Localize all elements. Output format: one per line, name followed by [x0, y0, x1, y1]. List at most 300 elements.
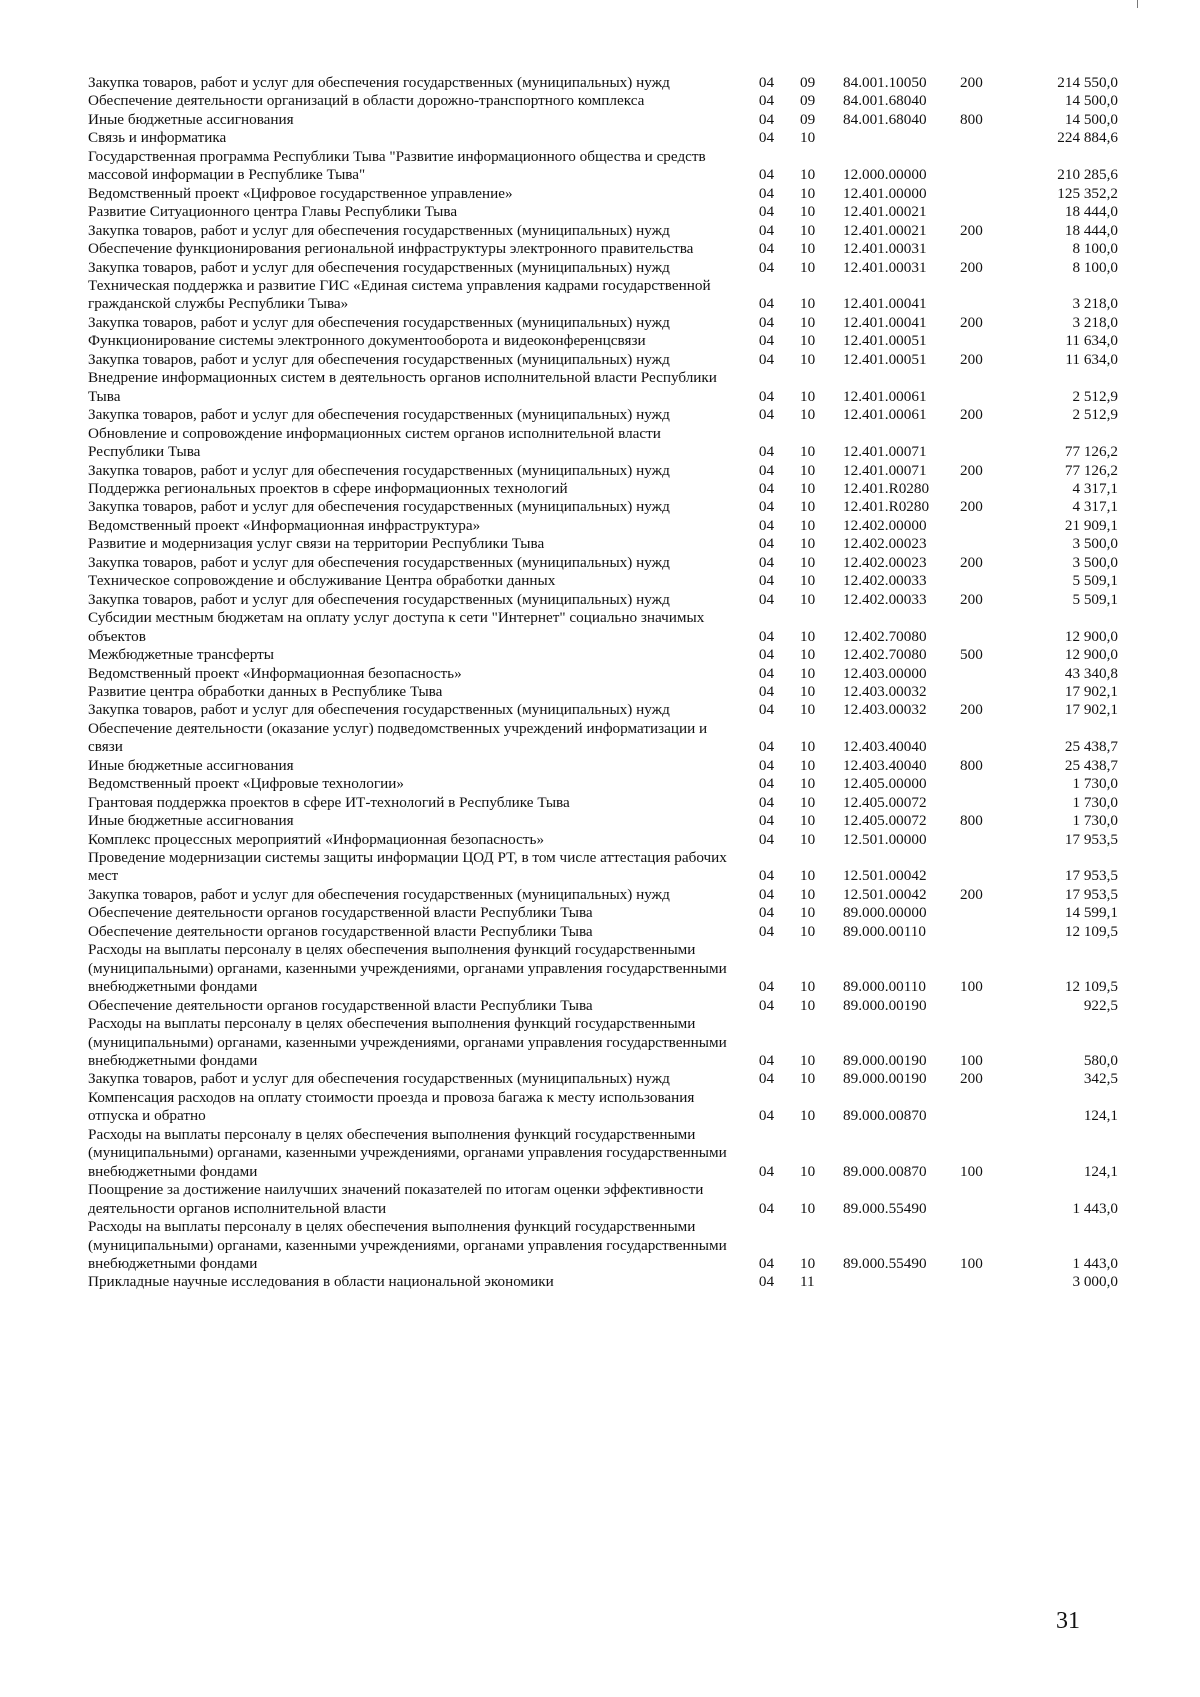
table-row: [88, 904, 1118, 922]
section-code: 04: [758, 443, 775, 461]
expense-type-code: 200: [960, 350, 983, 368]
target-article-code: 89.000.00190: [843, 1070, 927, 1088]
amount: 1 730,0: [1072, 812, 1118, 830]
subsection-code: 10: [800, 756, 816, 774]
target-article-code: 12.401.00061: [843, 406, 927, 424]
row-name: Ведомственный проект «Цифровое государственное управление»: [88, 184, 513, 202]
row-name: Расходы на выплаты персоналу в целях обеспечения выполнения функций государственными (муниципальными) органами, казенными учреждениями, органами управления государственными внебюджетными фондами: [88, 1125, 727, 1180]
expense-type-code: 200: [960, 221, 983, 239]
target-article-code: 12.402.70080: [843, 646, 927, 664]
row-name: Внедрение информационных систем в деятельность органов исполнительной власти Республики Тыва: [88, 369, 717, 405]
target-article-code: 84.001.10050: [843, 74, 927, 91]
amount: 18 444,0: [1064, 203, 1118, 221]
target-article-code: [843, 1273, 960, 1291]
expense-type-code: 200: [960, 885, 983, 903]
subsection-code: 10: [800, 793, 816, 811]
table-row: [88, 720, 1118, 757]
expense-type-code: [960, 1181, 1029, 1218]
table-row: [88, 369, 1118, 406]
expense-type-code: [960, 240, 1029, 258]
row-name: Иные бюджетные ассигнования: [88, 756, 294, 774]
expense-type-code: 200: [960, 74, 983, 91]
target-article-code: 84.001.68040: [843, 92, 927, 110]
section-code: 04: [758, 516, 775, 534]
section-code: 04: [758, 867, 775, 885]
amount: 12 900,0: [1064, 627, 1118, 645]
section-code: 04: [758, 553, 775, 571]
table-row: [88, 148, 1118, 185]
target-article-code: 89.000.00110: [843, 978, 926, 996]
section-code: 04: [758, 110, 775, 128]
section-code: 04: [758, 646, 775, 664]
subsection-code: 09: [800, 74, 816, 91]
expense-type-code: [960, 794, 1029, 812]
subsection-code: 10: [800, 738, 816, 756]
section-code: 04: [758, 682, 775, 700]
table-row: [88, 554, 1118, 572]
section-code: 04: [758, 461, 775, 479]
subsection-code: 10: [800, 258, 816, 276]
table-row: [88, 185, 1118, 203]
row-name: Развитие и модернизация услуг связи на территории Республики Тыва: [88, 535, 545, 553]
row-name: Техническая поддержка и развитие ГИС «Единая система управления кадрами государственной гражданской службы Республики Тыва»: [88, 276, 711, 313]
table-row: [88, 517, 1118, 535]
expense-type-code: [960, 425, 1029, 462]
target-article-code: 12.401.00041: [843, 313, 927, 331]
row-name: Закупка товаров, работ и услуг для обеспечения государственных (муниципальных) нужд: [88, 461, 670, 479]
subsection-code: 10: [800, 922, 816, 940]
target-article-code: 12.401.R0280: [843, 479, 930, 497]
table-row: [88, 812, 1118, 830]
amount: 17 902,1: [1064, 701, 1118, 719]
table-row: [88, 701, 1118, 719]
amount: 25 438,7: [1064, 738, 1118, 756]
amount: 214 550,0: [1057, 74, 1118, 91]
section-code: 04: [758, 332, 775, 350]
amount: 77 126,2: [1064, 443, 1118, 461]
section-code: 04: [758, 812, 775, 830]
table-row: [88, 1181, 1118, 1218]
section-code: 04: [758, 92, 775, 110]
target-article-code: 12.401.00071: [843, 461, 927, 479]
amount: 43 340,8: [1064, 664, 1118, 682]
target-article-code: 12.401.00021: [843, 203, 927, 221]
section-code: 04: [758, 572, 775, 590]
section-code: 04: [758, 1199, 775, 1217]
row-name: Иные бюджетные ассигнования: [88, 110, 294, 128]
row-name: Обновление и сопровождение информационных систем органов исполнительной власти Республики Тыва: [88, 424, 661, 461]
target-article-code: 12.405.00000: [843, 775, 927, 793]
row-name: Закупка товаров, работ и услуг для обеспечения государственных (муниципальных) нужд: [88, 406, 670, 424]
table-row: [88, 351, 1118, 369]
table-row: [88, 609, 1118, 646]
expense-type-code: [960, 609, 1029, 646]
row-name: Обеспечение деятельности органов государственной власти Республики Тыва: [88, 922, 593, 940]
amount: 125 352,2: [1057, 184, 1118, 202]
row-name: Прикладные научные исследования в области национальной экономики: [88, 1273, 554, 1291]
target-article-code: 12.401.00031: [843, 258, 927, 276]
expense-type-code: [960, 683, 1029, 701]
amount: 8 100,0: [1072, 240, 1118, 258]
table-row: [88, 757, 1118, 775]
expense-type-code: 100: [960, 978, 983, 996]
target-article-code: 89.000.55490: [843, 1199, 927, 1217]
row-name: Закупка товаров, работ и услуг для обеспечения государственных (муниципальных) нужд: [88, 1070, 670, 1088]
table-row: [88, 591, 1118, 609]
target-article-code: 84.001.68040: [843, 110, 927, 128]
table-row: [88, 775, 1118, 793]
amount: 3 000,0: [1072, 1273, 1118, 1291]
expense-type-code: [960, 1089, 1029, 1126]
subsection-code: 09: [800, 92, 816, 110]
table-row: [88, 1015, 1118, 1070]
target-article-code: 89.000.00000: [843, 904, 927, 922]
subsection-code: 10: [800, 553, 816, 571]
table-row: [88, 259, 1118, 277]
subsection-code: 10: [800, 443, 816, 461]
table-row: [88, 665, 1118, 683]
subsection-code: 10: [800, 166, 816, 184]
row-name: Закупка товаров, работ и услуг для обеспечения государственных (муниципальных) нужд: [88, 885, 670, 903]
section-code: 04: [758, 1052, 775, 1070]
subsection-code: 11: [800, 1273, 815, 1291]
table-row: [88, 111, 1118, 129]
amount: 14 500,0: [1064, 92, 1118, 110]
table-row: [88, 129, 1118, 147]
target-article-code: 12.403.40040: [843, 756, 927, 774]
amount: 18 444,0: [1064, 221, 1118, 239]
table-row: [88, 222, 1118, 240]
section-code: 04: [758, 479, 775, 497]
section-code: 04: [758, 922, 775, 940]
section-code: 04: [758, 240, 775, 258]
subsection-code: 10: [800, 978, 816, 996]
row-name: Закупка товаров, работ и услуг для обеспечения государственных (муниципальных) нужд: [88, 553, 670, 571]
subsection-code: 10: [800, 590, 816, 608]
expense-type-code: [960, 185, 1029, 203]
expense-type-code: 800: [960, 812, 983, 830]
page-number: 31: [1056, 1608, 1080, 1634]
subsection-code: 10: [800, 129, 816, 147]
amount: 210 285,6: [1057, 166, 1118, 184]
expense-type-code: 100: [960, 1255, 983, 1272]
row-name: Закупка товаров, работ и услуг для обеспечения государственных (муниципальных) нужд: [88, 590, 670, 608]
target-article-code: 89.000.00190: [843, 1052, 927, 1070]
table-row: [88, 74, 1118, 92]
section-code: 04: [758, 830, 775, 848]
expense-type-code: 200: [960, 1070, 983, 1088]
section-code: 04: [758, 793, 775, 811]
expense-type-code: 100: [960, 1162, 983, 1180]
subsection-code: 10: [800, 295, 816, 313]
table-row: [88, 498, 1118, 516]
row-name: Ведомственный проект «Информационная инфраструктура»: [88, 516, 481, 534]
expense-type-code: 200: [960, 590, 983, 608]
row-name: Закупка товаров, работ и услуг для обеспечения государственных (муниципальных) нужд: [88, 74, 670, 91]
section-code: 04: [758, 775, 775, 793]
subsection-code: 10: [800, 885, 816, 903]
target-article-code: 12.501.00042: [843, 885, 927, 903]
amount: 8 100,0: [1072, 258, 1118, 276]
target-article-code: 12.401.00061: [843, 387, 927, 405]
amount: 25 438,7: [1064, 756, 1118, 774]
subsection-code: 10: [800, 664, 816, 682]
table-row: [88, 646, 1118, 664]
target-article-code: 12.402.00000: [843, 516, 927, 534]
subsection-code: 10: [800, 1199, 816, 1217]
amount: 14 599,1: [1064, 904, 1118, 922]
subsection-code: 10: [800, 461, 816, 479]
amount: 21 909,1: [1064, 516, 1118, 534]
table-row: [88, 203, 1118, 221]
amount: 12 900,0: [1064, 646, 1118, 664]
row-name: Развитие Ситуационного центра Главы Республики Тыва: [88, 203, 458, 221]
target-article-code: 12.401.00041: [843, 295, 927, 313]
subsection-code: 10: [800, 406, 816, 424]
amount: 342,5: [1083, 1070, 1118, 1088]
subsection-code: 10: [800, 313, 816, 331]
expense-type-code: 200: [960, 313, 983, 331]
section-code: 04: [758, 166, 775, 184]
row-name: Грантовая поддержка проектов в сфере ИТ-технологий в Республике Тыва: [88, 793, 570, 811]
subsection-code: 10: [800, 350, 816, 368]
subsection-code: 10: [800, 812, 816, 830]
subsection-code: 10: [800, 203, 816, 221]
target-article-code: 12.402.00023: [843, 535, 927, 553]
expense-type-code: [960, 332, 1029, 350]
section-code: 04: [758, 184, 775, 202]
target-article-code: 12.401.R0280: [843, 498, 930, 516]
expense-type-code: 100: [960, 1052, 983, 1070]
section-code: 04: [758, 664, 775, 682]
table-row: [88, 425, 1118, 462]
target-article-code: 89.000.55490: [843, 1255, 927, 1272]
row-name: Обеспечение деятельности организаций в области дорожно-транспортного комплекса: [88, 92, 645, 110]
subsection-code: 10: [800, 535, 816, 553]
section-code: 04: [758, 627, 775, 645]
expense-type-code: [960, 849, 1029, 886]
table-row: [88, 923, 1118, 941]
expense-type-code: [960, 720, 1029, 757]
row-name: Компенсация расходов на оплату стоимости проезда и провоза багажа к месту использования отпуска и обратно: [88, 1088, 695, 1125]
row-name: Межбюджетные трансферты: [88, 646, 274, 664]
section-code: 04: [758, 701, 775, 719]
expense-type-code: [960, 1273, 1029, 1291]
subsection-code: 10: [800, 1107, 816, 1125]
section-code: 04: [758, 350, 775, 368]
subsection-code: 10: [800, 572, 816, 590]
row-name: Закупка товаров, работ и услуг для обеспечения государственных (муниципальных) нужд: [88, 350, 670, 368]
amount: 1 730,0: [1072, 793, 1118, 811]
section-code: 04: [758, 535, 775, 553]
table-row: [88, 683, 1118, 701]
amount: 1 443,0: [1072, 1199, 1118, 1217]
section-code: 04: [758, 387, 775, 405]
scan-corner-mark: [1137, 0, 1138, 8]
subsection-code: 10: [800, 1070, 816, 1088]
table-row: [88, 535, 1118, 553]
row-name: Закупка товаров, работ и услуг для обеспечения государственных (муниципальных) нужд: [88, 498, 670, 516]
row-name: Закупка товаров, работ и услуг для обеспечения государственных (муниципальных) нужд: [88, 701, 670, 719]
expense-type-code: [960, 572, 1029, 590]
section-code: 04: [758, 258, 775, 276]
subsection-code: 10: [800, 240, 816, 258]
table-row: [88, 1089, 1118, 1126]
row-name: Расходы на выплаты персоналу в целях обеспечения выполнения функций государственными (муниципальными) органами, казенными учреждениями, органами управления государственными внебюджетными фондами: [88, 1218, 727, 1272]
table-row: [88, 572, 1118, 590]
table-row: [88, 332, 1118, 350]
expense-type-code: [960, 148, 1029, 185]
target-article-code: [843, 129, 960, 147]
table-row: [88, 480, 1118, 498]
expense-type-code: [960, 480, 1029, 498]
target-article-code: 89.000.00870: [843, 1107, 927, 1125]
target-article-code: 12.403.40040: [843, 738, 927, 756]
amount: 2 512,9: [1072, 387, 1118, 405]
table-row: [88, 941, 1118, 996]
table-row: [88, 794, 1118, 812]
amount: 17 902,1: [1064, 682, 1118, 700]
section-code: 04: [758, 978, 775, 996]
expense-type-code: [960, 92, 1029, 110]
target-article-code: 12.000.00000: [843, 166, 927, 184]
section-code: 04: [758, 295, 775, 313]
row-name: Обеспечение деятельности (оказание услуг) подведомственных учреждений информатизации и связи: [88, 719, 708, 756]
target-article-code: 12.401.00071: [843, 443, 927, 461]
section-code: 04: [758, 1070, 775, 1088]
table-row: [88, 277, 1118, 314]
table-row: [88, 886, 1118, 904]
target-article-code: 12.501.00042: [843, 867, 927, 885]
amount: 3 500,0: [1072, 535, 1118, 553]
budget-table: [88, 74, 1118, 1292]
amount: 14 500,0: [1064, 110, 1118, 128]
target-article-code: 12.401.00031: [843, 240, 927, 258]
subsection-code: 10: [800, 479, 816, 497]
table-row: [88, 831, 1118, 849]
expense-type-code: [960, 775, 1029, 793]
amount: 11 634,0: [1065, 332, 1118, 350]
target-article-code: 12.403.00032: [843, 701, 927, 719]
row-name: Связь и информатика: [88, 129, 227, 147]
table-row: [88, 1070, 1118, 1088]
expense-type-code: 800: [960, 756, 983, 774]
section-code: 04: [758, 74, 775, 91]
amount: 922,5: [1083, 996, 1118, 1014]
amount: 17 953,5: [1064, 885, 1118, 903]
subsection-code: 10: [800, 701, 816, 719]
subsection-code: 10: [800, 516, 816, 534]
row-name: Функционирование системы электронного документооборота и видеоконференцсвязи: [88, 332, 646, 350]
section-code: 04: [758, 1107, 775, 1125]
row-name: Расходы на выплаты персоналу в целях обеспечения выполнения функций государственными (муниципальными) органами, казенными учреждениями, органами управления государственными внебюджетными фондами: [88, 1015, 727, 1070]
subsection-code: 10: [800, 332, 816, 350]
row-name: Ведомственный проект «Цифровые технологии»: [88, 775, 404, 793]
subsection-code: 10: [800, 1162, 816, 1180]
row-name: Закупка товаров, работ и услуг для обеспечения государственных (муниципальных) нужд: [88, 221, 670, 239]
target-article-code: 12.402.00033: [843, 590, 927, 608]
table-row: [88, 1273, 1118, 1291]
section-code: 04: [758, 203, 775, 221]
target-article-code: 12.403.00032: [843, 682, 927, 700]
subsection-code: 10: [800, 867, 816, 885]
row-name: Поощрение за достижение наилучших значений показателей по итогам оценки эффективности деятельности органов исполнительной власти: [88, 1181, 704, 1217]
amount: 17 953,5: [1064, 867, 1118, 885]
subsection-code: 10: [800, 646, 816, 664]
expense-type-code: [960, 665, 1029, 683]
subsection-code: 10: [800, 904, 816, 922]
subsection-code: 10: [800, 996, 816, 1014]
amount: 17 953,5: [1064, 830, 1118, 848]
expense-type-code: 200: [960, 553, 983, 571]
target-article-code: 12.405.00072: [843, 812, 927, 830]
target-article-code: 12.401.00000: [843, 184, 927, 202]
table-row: [88, 1126, 1118, 1181]
expense-type-code: 500: [960, 646, 983, 664]
subsection-code: 09: [800, 110, 816, 128]
subsection-code: 10: [800, 184, 816, 202]
section-code: 04: [758, 590, 775, 608]
expense-type-code: [960, 203, 1029, 221]
expense-type-code: 200: [960, 701, 983, 719]
expense-type-code: [960, 923, 1029, 941]
amount: 12 109,5: [1064, 978, 1118, 996]
amount: 3 218,0: [1072, 295, 1118, 313]
subsection-code: 10: [800, 775, 816, 793]
row-name: Поддержка региональных проектов в сфере информационных технологий: [88, 479, 568, 497]
expense-type-code: [960, 129, 1029, 147]
amount: 580,0: [1083, 1052, 1118, 1070]
row-name: Обеспечение деятельности органов государственной власти Республики Тыва: [88, 996, 593, 1014]
budget-table-body: [88, 74, 1118, 1292]
target-article-code: 12.402.00033: [843, 572, 927, 590]
amount: 1 730,0: [1072, 775, 1118, 793]
expense-type-code: 200: [960, 498, 983, 516]
subsection-code: 10: [800, 498, 816, 516]
subsection-code: 10: [800, 221, 816, 239]
target-article-code: 12.401.00051: [843, 350, 927, 368]
table-row: [88, 406, 1118, 424]
table-row: [88, 462, 1118, 480]
section-code: 04: [758, 129, 775, 147]
table-row: [88, 997, 1118, 1015]
row-name: Закупка товаров, работ и услуг для обеспечения государственных (муниципальных) нужд: [88, 313, 670, 331]
target-article-code: 12.501.00000: [843, 830, 927, 848]
row-name: Закупка товаров, работ и услуг для обеспечения государственных (муниципальных) нужд: [88, 258, 670, 276]
amount: 5 509,1: [1072, 572, 1118, 590]
section-code: 04: [758, 1255, 775, 1272]
row-name: Субсидии местным бюджетам на оплату услуг доступа к сети "Интернет" социально значимых объектов: [88, 609, 705, 645]
table-row: [88, 92, 1118, 110]
amount: 1 443,0: [1072, 1255, 1118, 1272]
section-code: 04: [758, 406, 775, 424]
target-article-code: 12.405.00072: [843, 793, 927, 811]
subsection-code: 10: [800, 627, 816, 645]
section-code: 04: [758, 1162, 775, 1180]
row-name: Комплекс процессных мероприятий «Информационная безопасность»: [88, 830, 545, 848]
section-code: 04: [758, 221, 775, 239]
subsection-code: 10: [800, 1255, 816, 1272]
section-code: 04: [758, 756, 775, 774]
expense-type-code: [960, 369, 1029, 406]
subsection-code: 10: [800, 1052, 816, 1070]
amount: 2 512,9: [1072, 406, 1118, 424]
expense-type-code: [960, 277, 1029, 314]
amount: 124,1: [1083, 1107, 1118, 1125]
row-name: Обеспечение функционирования региональной инфраструктуры электронного правительства: [88, 240, 694, 258]
section-code: 04: [758, 313, 775, 331]
expense-type-code: 800: [960, 110, 983, 128]
